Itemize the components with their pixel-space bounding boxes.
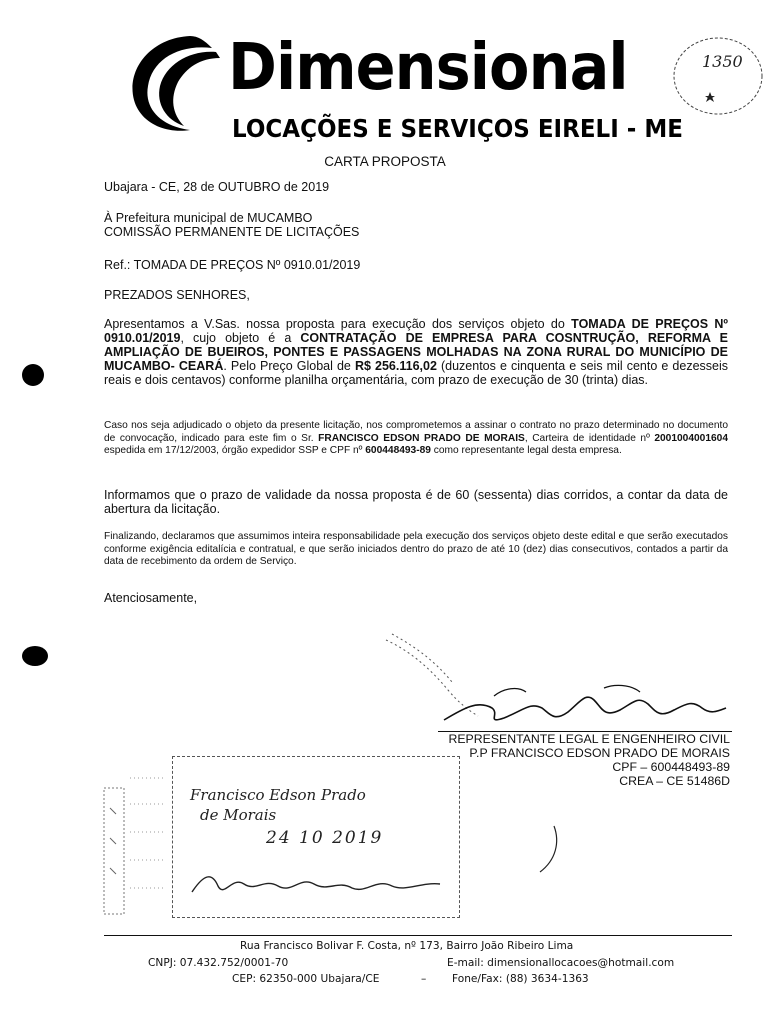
logo-swoosh-icon: [120, 30, 240, 140]
signature-icon: [434, 678, 734, 738]
notary-signature-icon: [188, 864, 448, 904]
signature-name: P.P FRANCISCO EDSON PRADO DE MORAIS: [469, 746, 730, 760]
reference: Ref.: TOMADA DE PREÇOS Nº 0910.01/2019: [104, 258, 361, 272]
addressee-line-1: À Prefeitura municipal de MUCAMBO: [104, 211, 313, 225]
signature-crea: CREA – CE 51486D: [619, 774, 730, 788]
notary-stamp: [100, 748, 460, 918]
stamp-number: 1350: [702, 52, 743, 71]
footer-rule: [104, 935, 732, 936]
addressee-line-2: COMISSÃO PERMANENTE DE LICITAÇÕES: [104, 225, 360, 239]
brand-name: Dimensional: [228, 31, 628, 105]
place-date: Ubajara - CE, 28 de OUTUBRO de 2019: [104, 180, 330, 194]
paragraph-proposal: Apresentamos a V.Sas. nossa proposta para execução dos serviços objeto do TOMADA DE PREÇOS Nº 0910.01/2019, cujo objeto é a CONTRATAÇÃO DE EMPRESA PARA COSNTRUÇÃO, REFORMA E AMPLIAÇÃO DE BUEIROS, PONTES E PASSAGENS MOLHADAS NA ZONA RURAL DO MUNICÍPIO DE MUCAMBO- CEARÁ. Pelo Preço Global de R$ 256.116,02 (duzentos e cinquenta e seis mil cento e dezesseis reais e dois centavos) conforme planilha orçamentária, com prazo de execução de 30 (trinta) dias.: [104, 317, 729, 387]
notary-seal-icon: [100, 748, 172, 918]
punch-hole: [22, 364, 44, 386]
signature-cpf: CPF – 600448493-89: [612, 760, 730, 774]
paragraph-validity: Informamos que o prazo de validade da nossa proposta é de 60 (sessenta) dias corridos, a contar da data de abertura da licitação.: [104, 488, 728, 516]
closing: Atenciosamente,: [104, 591, 198, 605]
handwritten-date: 24 10 2019: [266, 828, 384, 848]
handwritten-name-line-2: de Morais: [200, 806, 277, 824]
footer-cep: CEP: 62350-000 Ubajara/CE: [232, 973, 380, 985]
footer-address: Rua Francisco Bolivar F. Costa, nº 173, Bairro João Ribeiro Lima: [240, 940, 574, 952]
punch-hole: [22, 646, 48, 666]
footer-phone: Fone/Fax: (88) 3634-1363: [452, 973, 589, 985]
stamp-circle-icon: [668, 34, 764, 118]
greeting: PREZADOS SENHORES,: [104, 288, 250, 302]
brand-subtitle: LOCAÇÕES E SERVIÇOS EIRELI - ME: [232, 114, 683, 143]
paragraph-final: Finalizando, declaramos que assumimos inteira responsabilidade pela execução dos serviços objeto deste edital e que serão executados conforme exigência editalícia e contratual, e que serão iniciados dentro do prazo de até 10 (dez) dias consecutivos, contados a partir da data de recebimento da ordem de Serviço.: [104, 531, 728, 567]
protocol-stamp: [668, 34, 764, 118]
handwritten-name-line-1: Francisco Edson Prado: [190, 786, 366, 804]
paragraph-adjudication: Caso nos seja adjudicado o objeto da presente licitação, nos comprometemos a assinar o contrato no prazo determinado no documento de convocação, indicado para este fim o Sr. FRANCISCO EDSON PRADO DE MORAIS, Carteira de identidade nº 2001004001604 espedida em 17/12/2003, órgão expedidor SSP e CPF nº 600448493-89 como representante legal desta empresa.: [104, 420, 728, 456]
document-title: CARTA PROPOSTA: [324, 154, 446, 169]
footer-dash: –: [421, 973, 427, 985]
footer-email: E-mail: dimensionallocacoes@hotmail.com: [447, 957, 675, 969]
signature-role: REPRESENTANTE LEGAL E ENGENHEIRO CIVIL: [448, 732, 730, 746]
footer-cnpj: CNPJ: 07.432.752/0001-70: [148, 957, 289, 969]
pen-mark-icon: [536, 824, 560, 874]
